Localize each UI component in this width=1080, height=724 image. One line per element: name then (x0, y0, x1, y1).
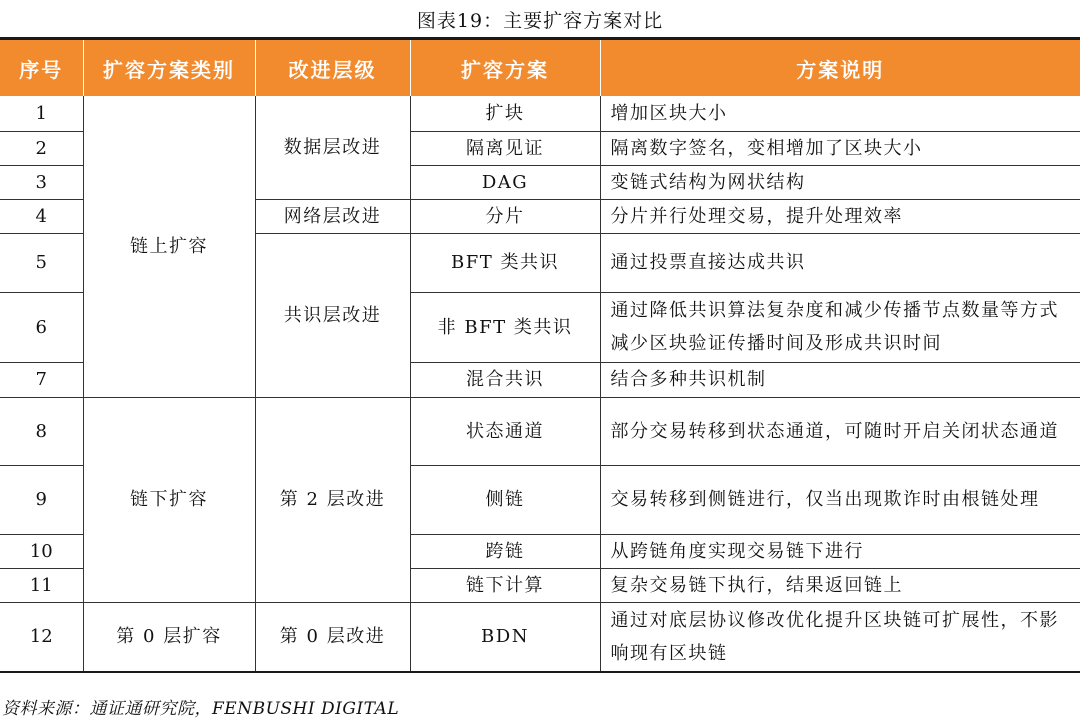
category-cell: 第 0 层扩容 (83, 602, 255, 672)
row-no: 7 (0, 362, 83, 397)
header-row (0, 39, 1080, 97)
table-row (0, 96, 1080, 131)
description-cell: 变链式结构为网状结构 (600, 165, 1080, 199)
header-scheme: 扩容方案 (410, 39, 600, 97)
scheme-cell: 混合共识 (410, 362, 600, 397)
level-cell: 共识层改进 (255, 233, 410, 397)
scheme-cell: 侧链 (410, 465, 600, 534)
description-cell: 增加区块大小 (600, 96, 1080, 131)
row-no: 9 (0, 465, 83, 534)
description-cell: 交易转移到侧链进行，仅当出现欺诈时由根链处理 (600, 465, 1080, 534)
row-no: 5 (0, 233, 83, 292)
scheme-cell: BDN (410, 602, 600, 672)
scaling-comparison-table (0, 37, 1080, 673)
level-cell: 第 2 层改进 (255, 397, 410, 602)
scheme-cell: 隔离见证 (410, 131, 600, 165)
scheme-cell: 非 BFT 类共识 (410, 292, 600, 362)
header-level: 改进层级 (255, 39, 410, 97)
scheme-cell: 跨链 (410, 534, 600, 568)
scheme-cell: 状态通道 (410, 397, 600, 465)
scheme-cell: 分片 (410, 199, 600, 233)
description-cell: 通过降低共识算法复杂度和减少传播节点数量等方式减少区块验证传播时间及形成共识时间 (600, 292, 1080, 362)
description-cell: 通过对底层协议修改优化提升区块链可扩展性，不影响现有区块链 (600, 602, 1080, 672)
scheme-cell: 链下计算 (410, 568, 600, 602)
row-no: 3 (0, 165, 83, 199)
description-cell: 从跨链角度实现交易链下进行 (600, 534, 1080, 568)
row-no: 6 (0, 292, 83, 362)
row-no: 10 (0, 534, 83, 568)
row-no: 12 (0, 602, 83, 672)
header-category: 扩容方案类别 (83, 39, 255, 97)
row-no: 11 (0, 568, 83, 602)
table-row (0, 397, 1080, 465)
row-no: 1 (0, 96, 83, 131)
level-cell: 网络层改进 (255, 199, 410, 233)
description-cell: 分片并行处理交易，提升处理效率 (600, 199, 1080, 233)
level-cell: 数据层改进 (255, 96, 410, 199)
category-cell: 链上扩容 (83, 96, 255, 397)
table-row (0, 602, 1080, 672)
row-no: 8 (0, 397, 83, 465)
level-cell: 第 0 层改进 (255, 602, 410, 672)
scheme-cell: DAG (410, 165, 600, 199)
description-cell: 部分交易转移到状态通道，可随时开启关闭状态通道 (600, 397, 1080, 465)
scheme-cell: BFT 类共识 (410, 233, 600, 292)
header-no: 序号 (0, 39, 83, 97)
row-no: 4 (0, 199, 83, 233)
description-cell: 通过投票直接达成共识 (600, 233, 1080, 292)
description-cell: 隔离数字签名，变相增加了区块大小 (600, 131, 1080, 165)
description-cell: 结合多种共识机制 (600, 362, 1080, 397)
table-caption: 图表19：主要扩容方案对比 (416, 10, 664, 32)
source-note: 资料来源：通证通研究院，FENBUSHI DIGITAL (2, 699, 400, 719)
category-cell: 链下扩容 (83, 397, 255, 602)
row-no: 2 (0, 131, 83, 165)
scheme-cell: 扩块 (410, 96, 600, 131)
header-description: 方案说明 (600, 39, 1080, 97)
description-cell: 复杂交易链下执行，结果返回链上 (600, 568, 1080, 602)
